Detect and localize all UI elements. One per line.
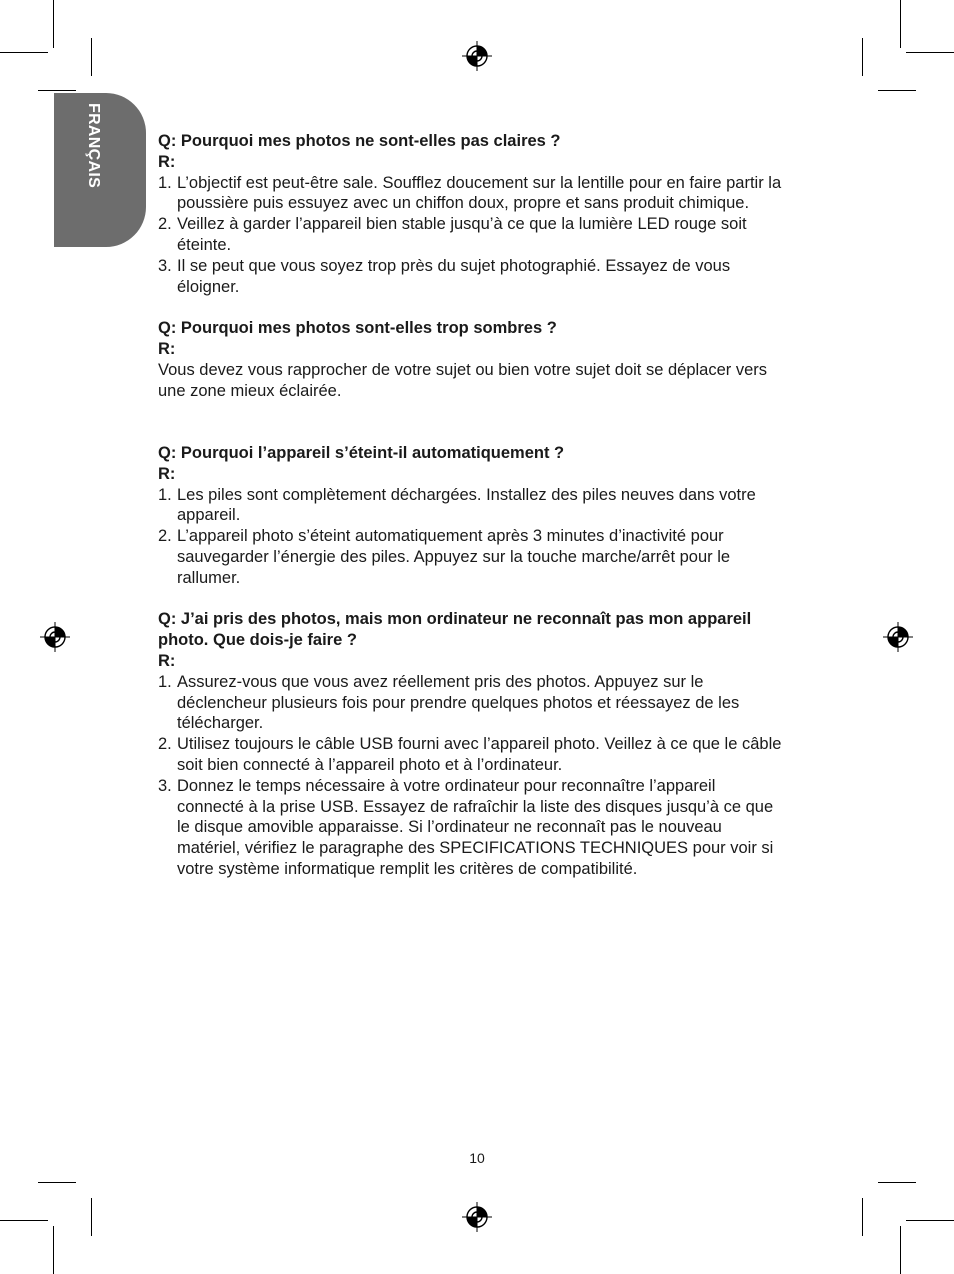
list-item-number: 2. (158, 527, 172, 546)
crop-mark (0, 1220, 48, 1221)
list-item-number: 1. (158, 485, 172, 504)
faq-answer-label: R: (158, 651, 176, 670)
list-item (158, 526, 783, 588)
list-item (158, 173, 783, 215)
faq-answer-list (158, 173, 783, 298)
faq-content (158, 131, 783, 900)
faq-section (158, 131, 783, 297)
faq-answer-label: R: (158, 152, 176, 171)
list-item-number: 2. (158, 215, 172, 234)
crop-mark (906, 52, 954, 53)
list-item-text: Les piles sont complètement déchargées. Installez des piles neuves dans votre appareil. (177, 485, 756, 525)
crop-mark (38, 1182, 76, 1183)
faq-answer-list (158, 672, 783, 880)
registration-mark-icon (462, 41, 492, 71)
crop-mark (900, 1226, 901, 1274)
list-item (158, 776, 783, 880)
language-tab (54, 93, 146, 247)
crop-mark (91, 1198, 92, 1236)
page-number: 10 (469, 1150, 485, 1166)
faq-section (158, 318, 783, 401)
list-item-text: Donnez le temps nécessaire à votre ordinateur pour reconnaître l’appareil connecté à la prise USB. Essayez de rafraîchir la liste des disques jusqu’à ce que le disque amovible apparaisse. Si l’ordinateur ne reconnaît pas le nouveau matériel, vérifiez le paragraphe des SPECIFICATIONS TECHNIQUES pour voir si votre système informatique remplit les critères de compatibilité. (177, 776, 774, 878)
faq-question: Q: Pourquoi mes photos sont-elles trop sombres ? (158, 319, 557, 338)
faq-section (158, 609, 783, 879)
faq-question: Q: Pourquoi l’appareil s’éteint-il automatiquement ? (158, 443, 565, 462)
list-item-number: 2. (158, 735, 172, 754)
faq-answer-label: R: (158, 464, 176, 483)
list-item-text: L’objectif est peut-être sale. Soufflez doucement sur la lentille pour en faire partir la poussière puis essuyez avec un chiffon doux, propre et sans produit chimique. (177, 173, 782, 213)
list-item-text: Veillez à garder l’appareil bien stable jusqu’à ce que la lumière LED rouge soit éteinte. (177, 215, 747, 254)
registration-mark-icon (40, 622, 70, 652)
faq-answer-list (158, 485, 783, 589)
crop-mark (906, 1220, 954, 1221)
list-item-number: 1. (158, 672, 172, 691)
faq-question: Q: J’ai pris des photos, mais mon ordinateur ne reconnaît pas mon appareil photo. Que dois-je faire ? (158, 610, 752, 650)
language-tab-label: FRANÇAIS (85, 103, 102, 189)
list-item-text: Utilisez toujours le câble USB fourni avec l’appareil photo. Veillez à ce que le câble soit bien connecté à l’appareil photo et à l’ordinateur. (177, 735, 782, 774)
crop-mark (900, 0, 901, 48)
crop-mark (53, 1226, 54, 1274)
list-item-text: Assurez-vous que vous avez réellement pris des photos. Appuyez sur le déclencheur plusieurs fois pour prendre quelques photos et réessayez de les télécharger. (177, 672, 740, 733)
crop-mark (0, 52, 48, 53)
list-item (158, 485, 783, 527)
faq-section (158, 443, 783, 589)
list-item (158, 256, 783, 298)
list-item (158, 734, 783, 776)
crop-mark (878, 1182, 916, 1183)
list-item-text: Il se peut que vous soyez trop près du sujet photographié. Essayez de vous éloigner. (177, 256, 731, 296)
list-item-number: 3. (158, 776, 172, 795)
list-item (158, 672, 783, 734)
crop-mark (862, 1198, 863, 1236)
spacer (158, 422, 783, 443)
crop-mark (53, 0, 54, 48)
list-item-text: L’appareil photo s’éteint automatiquement après 3 minutes d’inactivité pour sauvegarder l’énergie des piles. Appuyez sur la touche marche/arrêt pour le rallumer. (177, 527, 731, 587)
crop-mark (862, 38, 863, 76)
list-item (158, 214, 783, 256)
faq-answer-text: Vous devez vous rapprocher de votre sujet ou bien votre sujet doit se déplacer vers une zone mieux éclairée. (158, 360, 768, 400)
list-item-number: 1. (158, 173, 172, 192)
faq-answer-label: R: (158, 339, 176, 358)
registration-mark-icon (462, 1202, 492, 1232)
registration-mark-icon (883, 622, 913, 652)
faq-question: Q: Pourquoi mes photos ne sont-elles pas claires ? (158, 132, 561, 150)
list-item-number: 3. (158, 256, 172, 275)
crop-mark (91, 38, 92, 76)
crop-mark (38, 90, 76, 91)
crop-mark (878, 90, 916, 91)
